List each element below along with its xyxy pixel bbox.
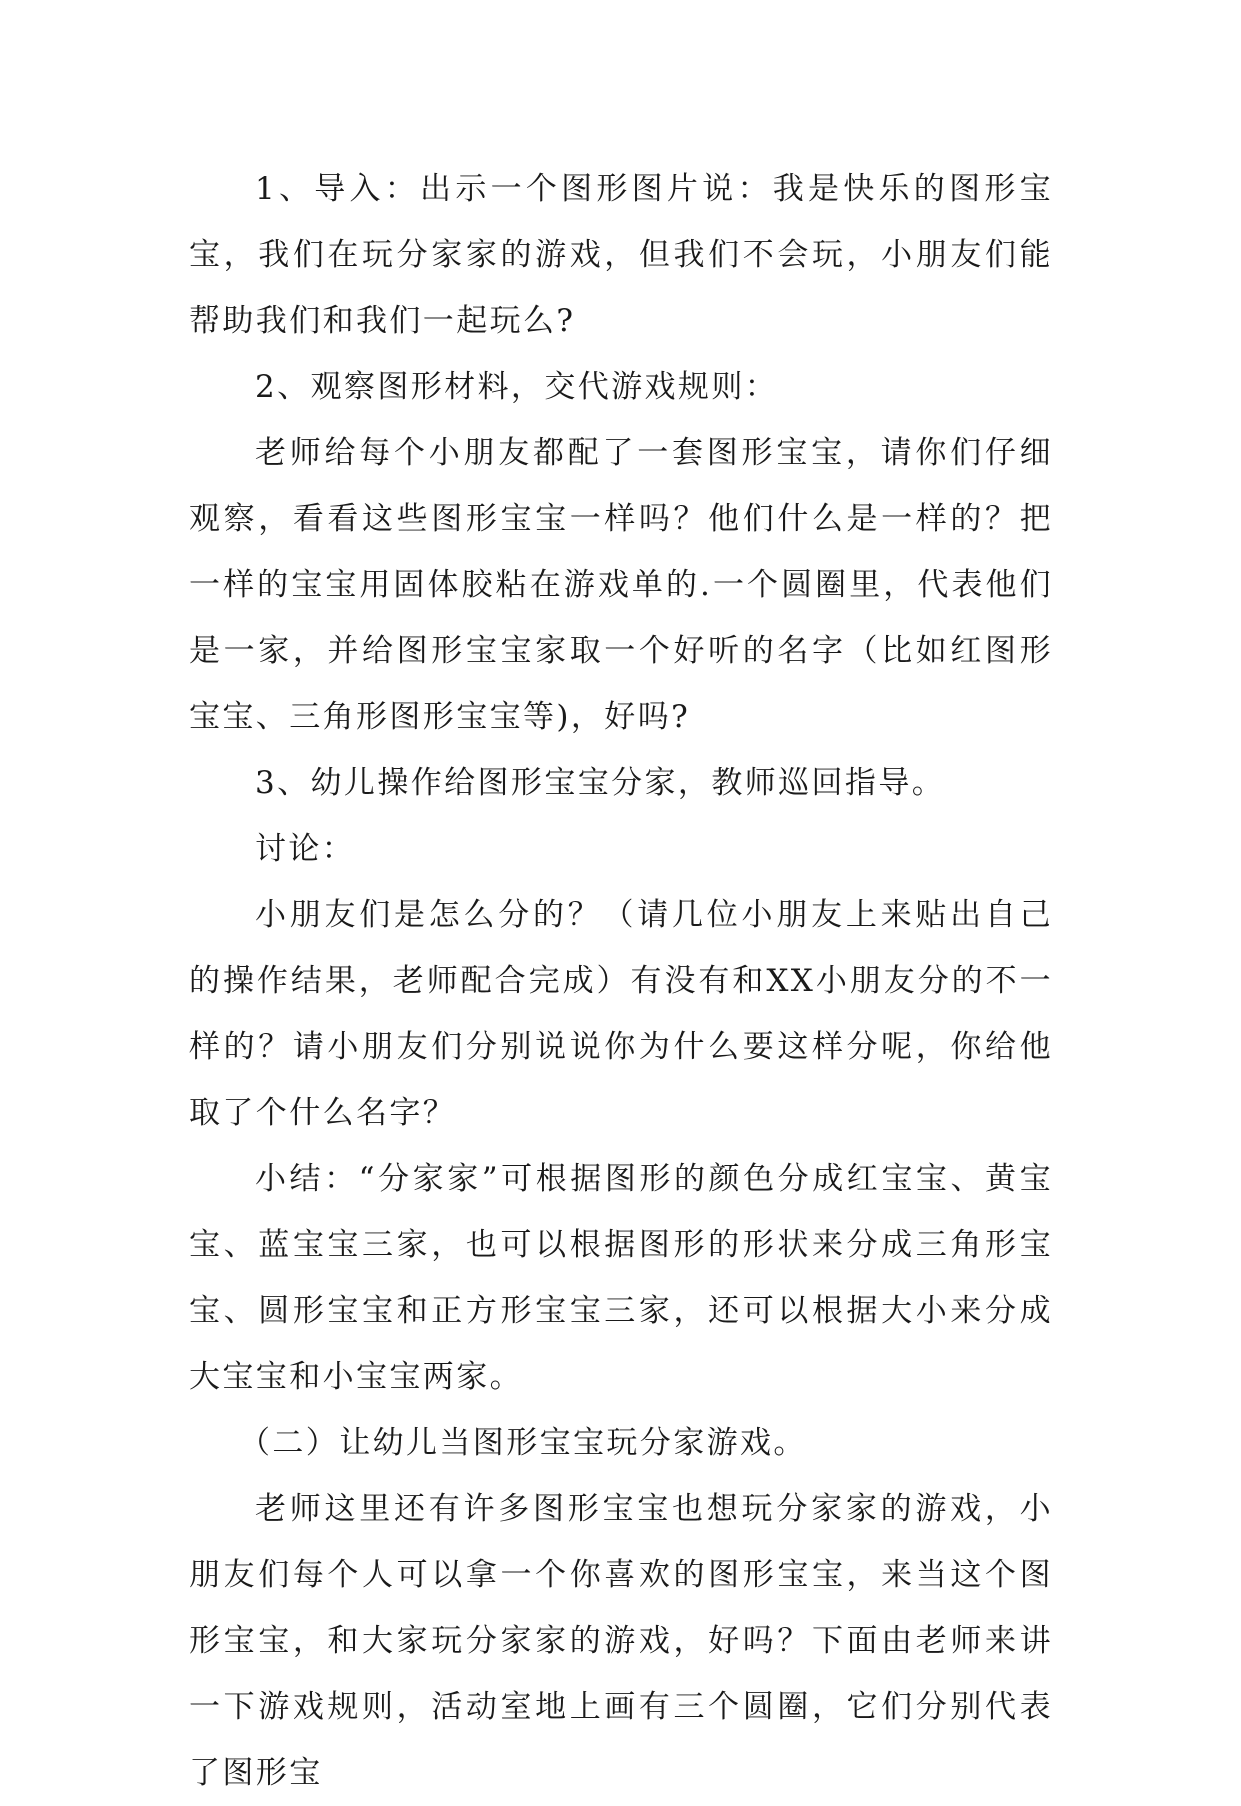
paragraph-teacher-instructions: 老师给每个小朋友都配了一套图形宝宝，请你们仔细观察，看看这些图形宝宝一样吗？他们什么是一样的？把一样的宝宝用固体胶粘在游戏单的.一个圆圈里，代表他们是一家，并给图形宝宝家取一个好听的名字（比如红图形宝宝、三角形图形宝宝等)，好吗?	[189, 435, 1053, 735]
paragraph-section-two-heading: （二）让幼儿当图形宝宝玩分家游戏。	[239, 1425, 807, 1461]
paragraph-operation: 3、幼儿操作给图形宝宝分家，教师巡回指导。	[255, 765, 946, 801]
paragraph-summary: 小结：“分家家”可根据图形的颜色分成红宝宝、黄宝宝、蓝宝宝三家，也可以根据图形的形状来分成三角形宝宝、圆形宝宝和正方形宝宝三家，还可以根据大小来分成大宝宝和小宝宝两家。	[189, 1161, 1053, 1395]
paragraph-game-rules: 老师这里还有许多图形宝宝也想玩分家家的游戏，小朋友们每个人可以拿一个你喜欢的图形宝宝，来当这个图形宝宝，和大家玩分家家的游戏，好吗？下面由老师来讲一下游戏规则，活动室地上画有三个圆圈，它们分别代表了图形宝	[189, 1491, 1053, 1791]
paragraph-discussion-label: 讨论：	[255, 831, 356, 867]
paragraph-discussion: 小朋友们是怎么分的？（请几位小朋友上来贴出自己的操作结果，老师配合完成）有没有和XX小朋友分的不一样的？请小朋友们分别说说你为什么要这样分呢，你给他取了个什么名字？	[189, 897, 1053, 1131]
paragraph-observe: 2、观察图形材料，交代游戏规则：	[255, 369, 779, 405]
paragraph-intro: 1、导入：出示一个图形图片说：我是快乐的图形宝宝，我们在玩分家家的游戏，但我们不会玩，小朋友们能帮助我们和我们一起玩么?	[189, 171, 1053, 339]
document-body	[189, 156, 1053, 1806]
